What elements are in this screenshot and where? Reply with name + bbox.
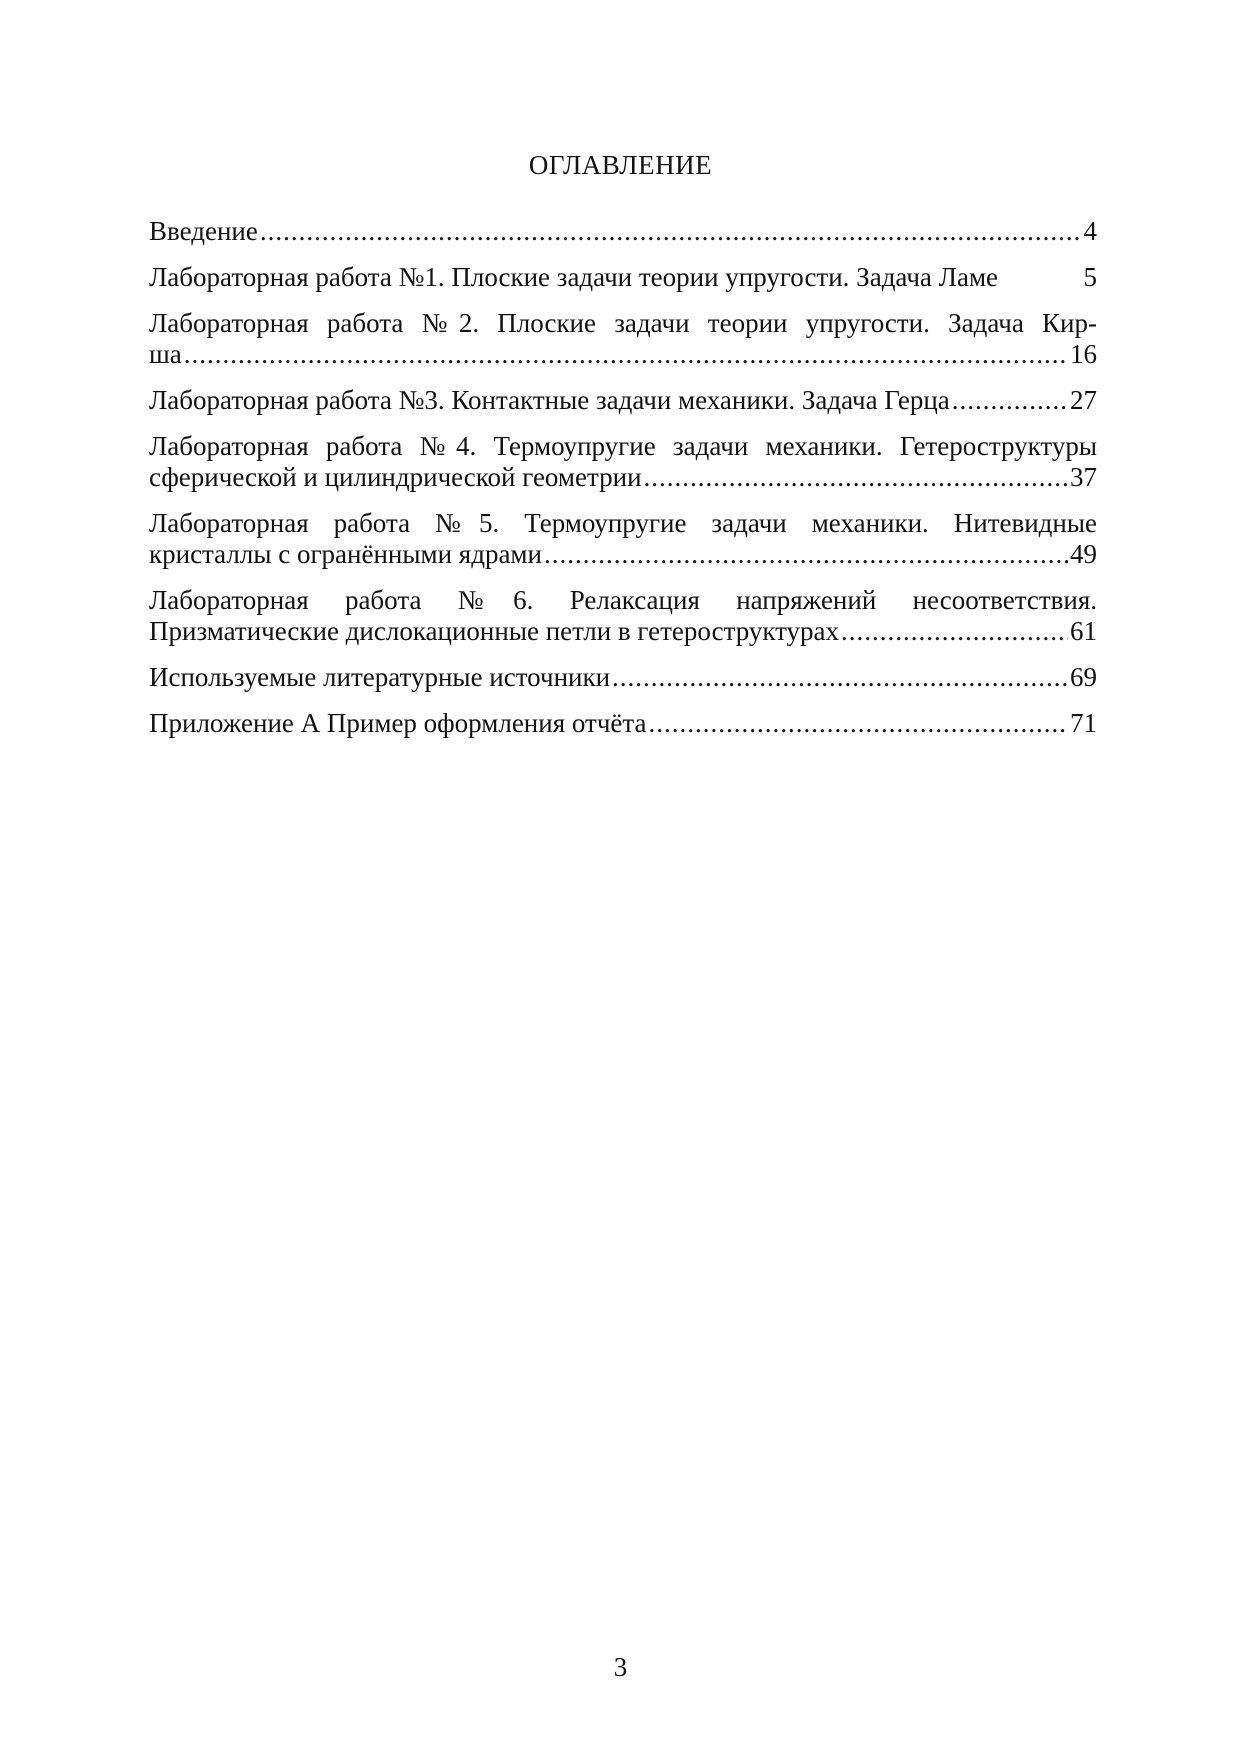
toc-leader-dots: [544, 539, 1068, 570]
toc-entry-title: Лабораторная работа №1. Плоские задачи теории упругости. Задача Ламе: [149, 262, 999, 292]
toc-entry[interactable]: [149, 385, 1097, 416]
toc-entry-title: Используемые литературные источники: [149, 662, 611, 692]
toc-page-number: 61: [1070, 616, 1097, 646]
toc-page-number: 4: [1083, 216, 1097, 246]
toc-entry-line: Лабораторная работа №6. Релаксация напряжений несоответствия.: [149, 585, 1097, 615]
page-number: 3: [613, 1652, 628, 1682]
toc-page-number: 5: [1083, 262, 1097, 292]
toc-page-number: 49: [1070, 539, 1097, 569]
toc-entry-line: Лабораторная работа №2. Плоские задачи теории упругости. Задача Кир-: [149, 308, 1097, 338]
toc-entry-title: Приложение А Пример оформления отчёта: [149, 708, 647, 738]
toc-entry[interactable]: [149, 216, 1097, 247]
toc-entry[interactable]: [149, 708, 1097, 739]
toc-entry-line: Лабораторная работа №5. Термоупругие задачи механики. Нитевидные: [149, 508, 1097, 538]
toc-entry-title: кристаллы с огранёнными ядрами: [149, 539, 542, 569]
toc-page-number: 27: [1070, 385, 1097, 415]
table-of-contents: [149, 216, 1097, 754]
toc-page-number: 71: [1070, 708, 1097, 738]
toc-entry[interactable]: [149, 508, 1097, 570]
toc-leader-dots: [644, 462, 1068, 493]
toc-entry-title: Лабораторная работа №3. Контактные задачи механики. Задача Герца: [149, 385, 950, 415]
toc-entry-title: ша: [149, 339, 182, 369]
toc-leader-dots: [184, 339, 1068, 370]
toc-entry[interactable]: [149, 585, 1097, 647]
toc-entry-title: Введение: [149, 216, 258, 246]
toc-page-number: 37: [1070, 462, 1097, 492]
toc-entry-line: Лабораторная работа №4. Термоупругие задачи механики. Гетероструктуры: [149, 431, 1097, 461]
toc-entry-title: Призматические дислокационные петли в гетероструктурах: [149, 616, 840, 646]
toc-leader-dots: [841, 616, 1068, 647]
toc-entry[interactable]: [149, 431, 1097, 493]
toc-entry-title: сферической и цилиндрической геометрии: [149, 462, 642, 492]
toc-leader-dots: [612, 662, 1068, 693]
toc-leader-dots: [649, 708, 1069, 739]
toc-page-number: 69: [1070, 662, 1097, 692]
page-title: ОГЛАВЛЕНИЕ: [528, 150, 713, 180]
toc-leader-dots: [260, 216, 1082, 247]
toc-leader-dots: [952, 385, 1068, 416]
toc-page-number: 16: [1070, 339, 1097, 369]
toc-entry[interactable]: [149, 308, 1097, 370]
toc-entry[interactable]: [149, 662, 1097, 693]
toc-entry[interactable]: [149, 262, 1097, 293]
